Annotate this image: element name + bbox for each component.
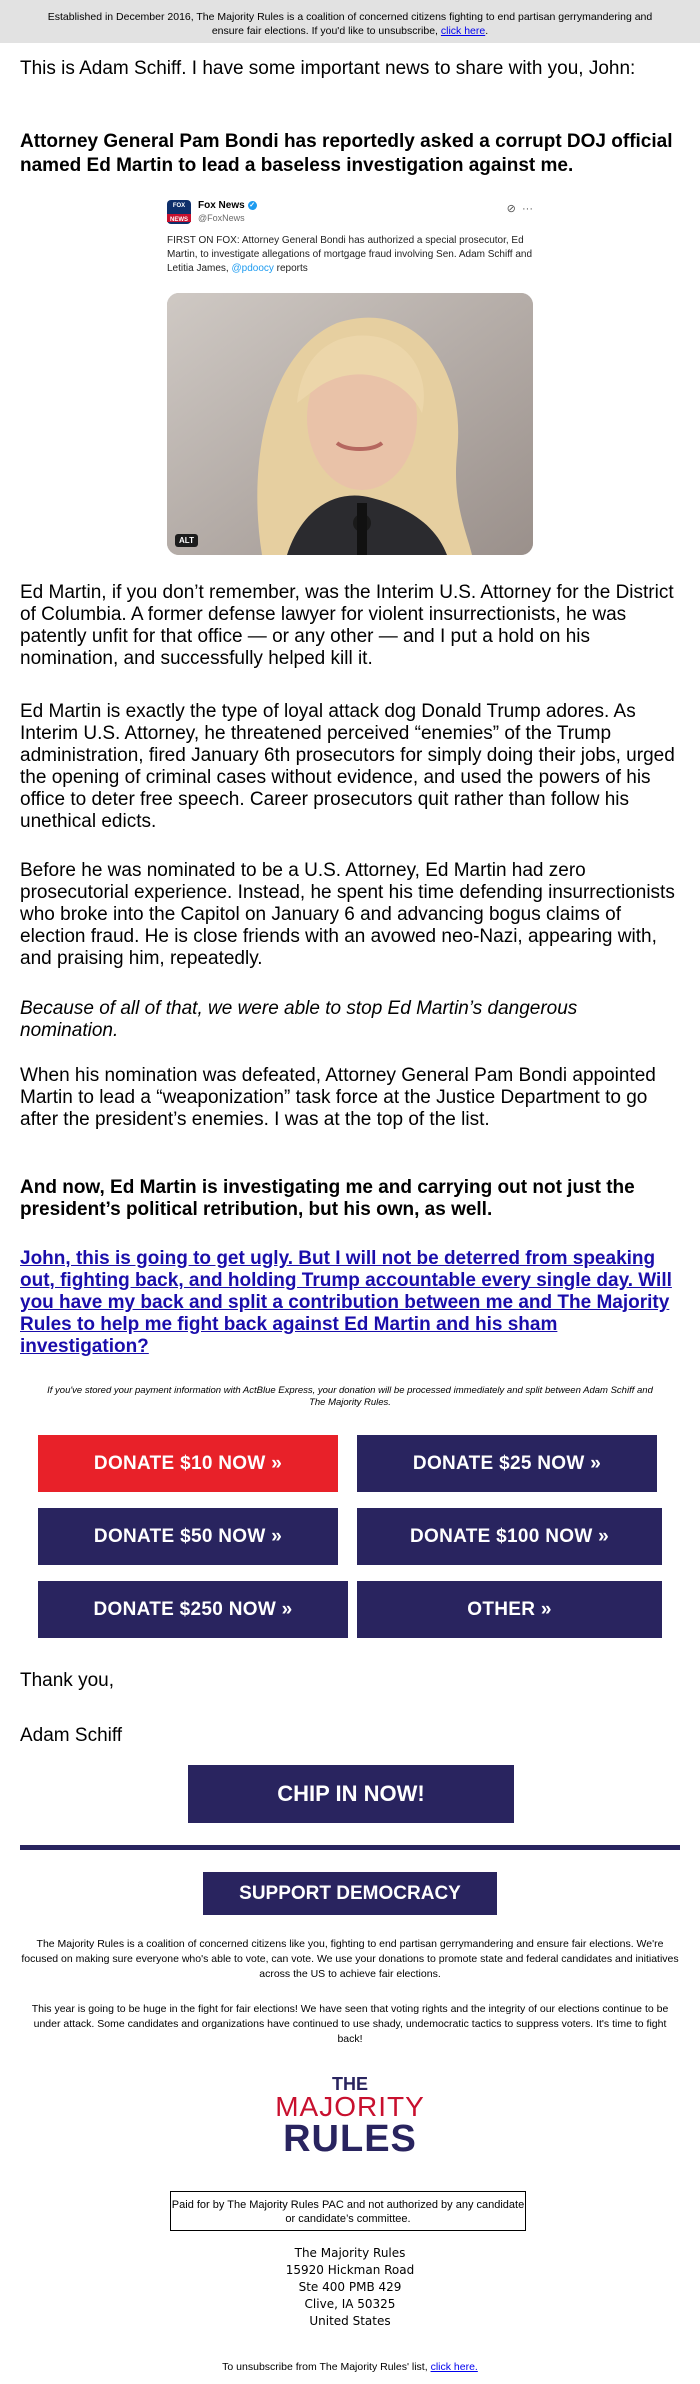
tweet-photo (167, 293, 533, 555)
section-divider (20, 1845, 680, 1850)
embedded-tweet[interactable] (155, 190, 545, 565)
grok-icon[interactable]: ⊘ (506, 203, 516, 215)
tweet-mention[interactable]: @pdoocy (231, 263, 274, 274)
donate-250-button[interactable]: DONATE $250 NOW » (38, 1581, 348, 1638)
paragraph-6: And now, Ed Martin is investigating me and carrying out not just the president’s political retribution, but his own, as well. (20, 1177, 635, 1220)
header-banner (0, 0, 700, 43)
fox-news-logo: FOX NEWS (167, 200, 191, 224)
tweet-text: FIRST ON FOX: Attorney General Bondi has authorized a special prosecutor, Ed Martin, to investigate allegations of mortgage fraud involving Sen. Adam Schiff and Letitia James, @pdoocy reports (167, 235, 533, 274)
tweet-actions (507, 202, 533, 215)
donate-50-button[interactable]: DONATE $50 NOW » (38, 1508, 338, 1565)
verified-badge-icon: ✓ (249, 201, 256, 209)
paragraph-5: When his nomination was defeated, Attorney General Pam Bondi appointed Martin to lead a “weaponization” task force at the Justice Department to go after the president’s enemies. I was at the top of the list. (20, 1065, 656, 1130)
paid-for-disclaimer: Paid for by The Majority Rules PAC and not authorized by any candidate or candidate’s committee. (170, 2191, 526, 2231)
support-democracy-button[interactable]: SUPPORT DEMOCRACY (203, 1872, 497, 1915)
paragraph-4: Because of all of that, we were able to stop Ed Martin’s dangerous nomination. (20, 998, 578, 1041)
donate-100-button[interactable]: DONATE $100 NOW » (357, 1508, 662, 1565)
alt-badge[interactable]: ALT (175, 534, 198, 547)
unsubscribe-footer: To unsubscribe from The Majority Rules' list, click here. (222, 2361, 478, 2373)
portrait-image (167, 293, 533, 555)
header-banner-text: Established in December 2016, The Majority Rules is a coalition of concerned citizens fighting to end partisan gerrymandering and ensure fair elections. If you'd like to unsubscribe, click here. (47, 11, 653, 37)
majority-rules-logo: THE MAJORITY RULES (275, 2074, 425, 2160)
donate-10-button[interactable]: DONATE $10 NOW » (38, 1435, 338, 1492)
chip-in-button[interactable]: CHIP IN NOW! (188, 1765, 514, 1823)
unsubscribe-link-top[interactable]: click here (440, 25, 486, 37)
actblue-note: If you've stored your payment information with ActBlue Express, your donation will be processed immediately and split between Adam Schiff and The Majority Rules. (47, 1385, 653, 1408)
tweet-handle: @FoxNews (198, 213, 245, 223)
more-icon[interactable]: ··· (522, 203, 533, 215)
donate-25-button[interactable]: DONATE $25 NOW » (357, 1435, 657, 1492)
about-paragraph-2: This year is going to be huge in the fight for fair elections! We have seen that voting rights and the integrity of our elections continue to be under attack. Some candidates and organizations have continued to use shady, undemocratic tactics to suppress voters. It's time to fight back! (31, 2003, 669, 2045)
lead-paragraph: This is Adam Schiff. I have some important news to share with you, John: (20, 58, 636, 79)
paragraph-1: Ed Martin, if you don’t remember, was the Interim U.S. Attorney for the District of Columbia. A former defense lawyer for violent insurrectionists, he was patently unfit for that office — or any other — and I put a hold on his nomination, and successfully helped kill it. (20, 582, 674, 669)
signoff-name: Adam Schiff (20, 1725, 123, 1746)
mailing-address: The Majority Rules 15920 Hickman Road Ste 400 PMB 429 Clive, IA 50325 United States (285, 2246, 415, 2328)
paragraph-2: Ed Martin is exactly the type of loyal attack dog Donald Trump adores. As Interim U.S. Attorney, he threatened perceived “enemies” of the Trump administration, fired January 6th prosecutors for simply doing their jobs, urged the opening of criminal cases without evidence, and used the powers of his office to deter free speech. Career prosecutors quit rather than follow his unethical edicts. (20, 701, 675, 832)
unsubscribe-link-bottom[interactable]: click here. (430, 2361, 478, 2373)
headline: Attorney General Pam Bondi has reportedly asked a corrupt DOJ official named Ed Martin to lead a baseless investigation against me. (20, 131, 673, 176)
signoff-thanks: Thank you, (20, 1670, 114, 1691)
donate-other-button[interactable]: OTHER » (357, 1581, 662, 1638)
donate-appeal-link[interactable]: John, this is going to get ugly. But I will not be deterred from speaking out, fighting back, and holding Trump accountable every single day. Will you have my back and split a contribution between me and The Majority Rules to help me fight back against Ed Martin and his sham investigation? (20, 1248, 672, 1357)
paragraph-3: Before he was nominated to be a U.S. Attorney, Ed Martin had zero prosecutorial experience. Instead, he spent his time defending insurrectionists who broke into the Capitol on January 6 and advancing bogus claims of election fraud. He is close friends with an avowed neo-Nazi, appearing with, and praising him, repeatedly. (20, 860, 675, 969)
about-paragraph-1: The Majority Rules is a coalition of concerned citizens like you, fighting to end partisan gerrymandering and ensure fair elections. We're focused on making sure everyone who's able to vote, can vote. We use your donations to promote state and federal candidates and initiatives across the US to achieve fair elections. (21, 1938, 679, 1980)
tweet-author-name: Fox News ✓ (198, 200, 256, 211)
